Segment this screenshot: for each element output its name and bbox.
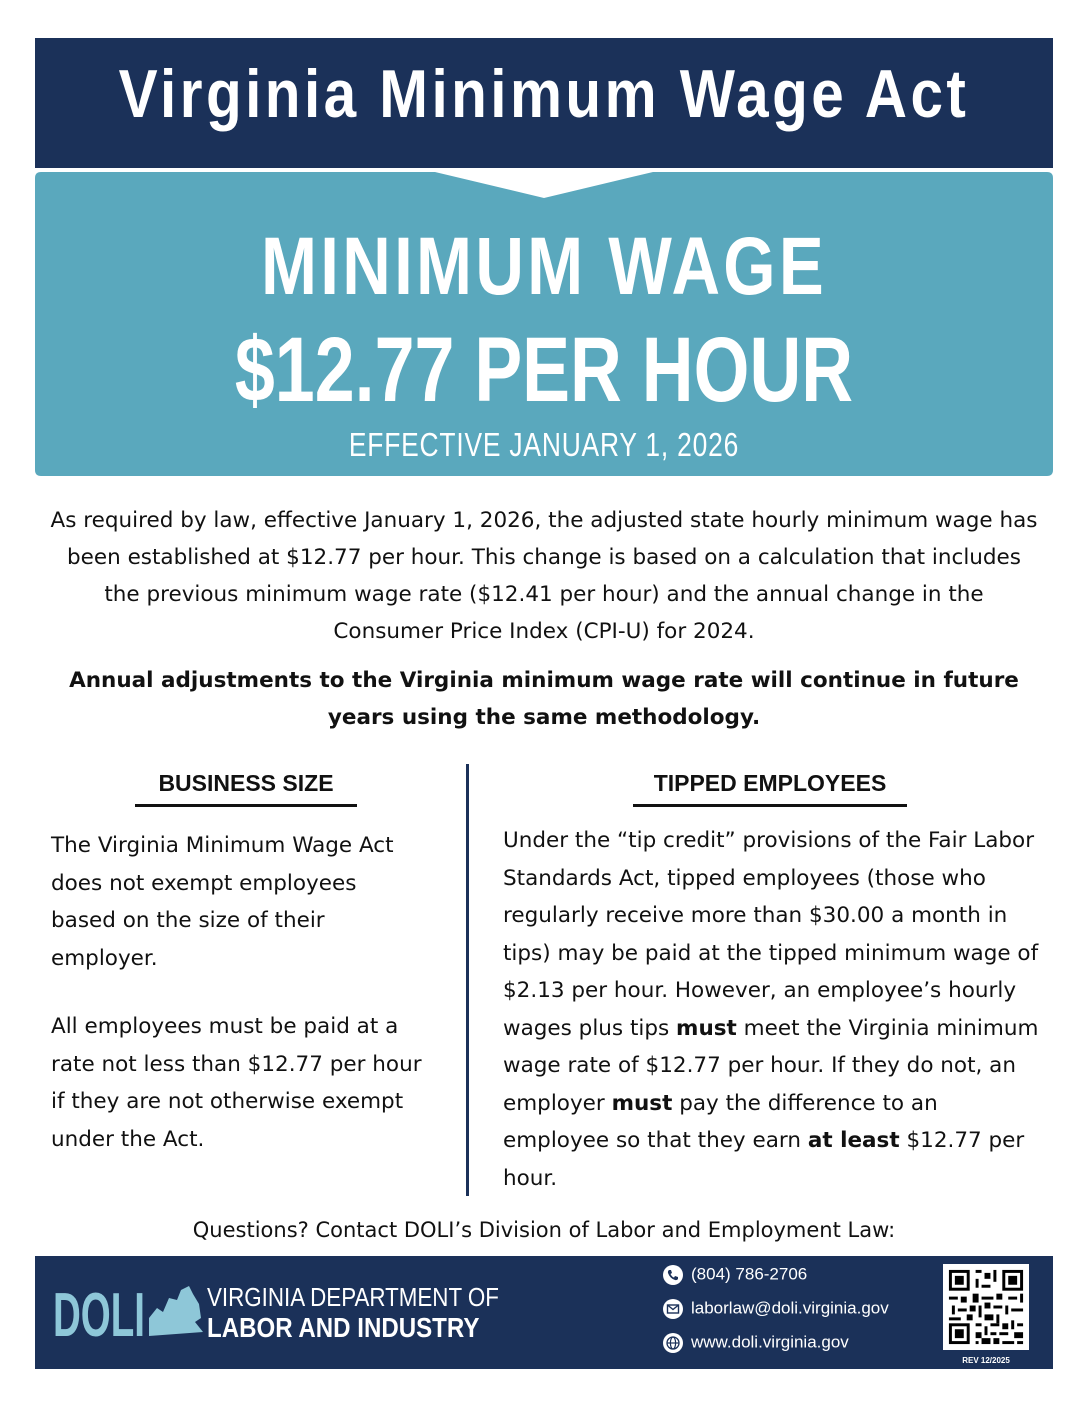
effective-date: EFFECTIVE JANUARY 1, 2026 [348, 426, 740, 463]
heading-underline [633, 804, 907, 807]
email-icon [663, 1299, 683, 1319]
business-size-text-1: The Virginia Minimum Wage Act does not exempt employees based on the size of their employer. [51, 833, 394, 971]
tipped-text-part-3: pay the difference to an employee so that they earn [503, 1090, 938, 1153]
tipped-text-part-1: Under the “tip credit” provisions of the Fair Labor Standards Act, tipped employees (those who regularly receive more than $30.00 a month in tips) may be paid at the tipped minimum wage of $2.13 per hour. However, an employee’s hourly wages plus tips [503, 828, 1039, 1041]
wage-label: MINIMUM WAGE [260, 221, 828, 312]
questions-contact-line: Questions? Contact DOLI’s Division of Labor and Employment Law: [192, 1218, 896, 1242]
intro-paragraph: As required by law, effective January 1, 2026, the adjusted state hourly minimum wage has been established at $12.77 per hour. This change is based on a calculation that includes the previous minimum wage rate ($12.41 per hour) and the annual change in the Consumer Price Index (CPI-U) for 2024. [50, 508, 1038, 644]
phone-number: (804) 786-2706 [691, 1264, 808, 1284]
business-size-heading-text: BUSINESS SIZE [158, 770, 334, 796]
page-title: Virginia Minimum Wage Act [118, 56, 970, 132]
department-name-line-1: VIRGINIA DEPARTMENT OF [207, 1282, 499, 1312]
footer-bar [35, 1256, 1053, 1369]
phone-icon [663, 1265, 683, 1285]
tipped-employees-paragraph [503, 822, 1043, 1197]
doli-logo [53, 1278, 213, 1342]
tipped-emphasis-must: must [676, 1015, 737, 1041]
tipped-text-part-2: meet the Virginia minimum wage rate of $12.77 per hour. If they do not, an employer [503, 1015, 1039, 1116]
virginia-state-icon [149, 1286, 203, 1336]
tipped-employees-heading-text: TIPPED EMPLOYEES [653, 770, 887, 796]
tipped-text-part-4: $12.77 per hour. [503, 1128, 1025, 1191]
globe-icon [663, 1333, 683, 1353]
title-bar [35, 38, 1053, 168]
annual-adjustment-notice: Annual adjustments to the Virginia minimum wage rate will continue in future years using the same methodology. [69, 668, 1019, 730]
business-size-paragraph-1 [51, 827, 421, 977]
revision-date: REV 12/2025 [962, 1356, 1010, 1365]
department-name-line-2: LABOR AND INDUSTRY [207, 1312, 480, 1343]
minimum-wage-banner [35, 172, 1053, 476]
tipped-emphasis-must: must [611, 1090, 673, 1116]
business-size-paragraph-2 [51, 1008, 441, 1158]
doli-logo-text: DOLI [53, 1281, 145, 1342]
wage-amount: $12.77 PER HOUR [234, 319, 854, 421]
contact-email[interactable] [663, 1299, 889, 1319]
tipped-emphasis-at-least: at least [807, 1128, 900, 1153]
contact-website[interactable] [663, 1333, 849, 1353]
email-address: laborlaw@doli.virginia.gov [691, 1298, 889, 1318]
column-divider [466, 764, 469, 1196]
qr-code[interactable] [943, 1264, 1029, 1350]
website-url: www.doli.virginia.gov [691, 1332, 849, 1352]
tipped-employees-heading [633, 770, 907, 797]
heading-underline [135, 804, 357, 807]
business-size-text-2: All employees must be paid at a rate not less than $12.77 per hour if they are not otherwise exempt under the Act. [51, 1014, 422, 1152]
business-size-heading [135, 770, 357, 797]
contact-phone[interactable] [663, 1265, 807, 1285]
